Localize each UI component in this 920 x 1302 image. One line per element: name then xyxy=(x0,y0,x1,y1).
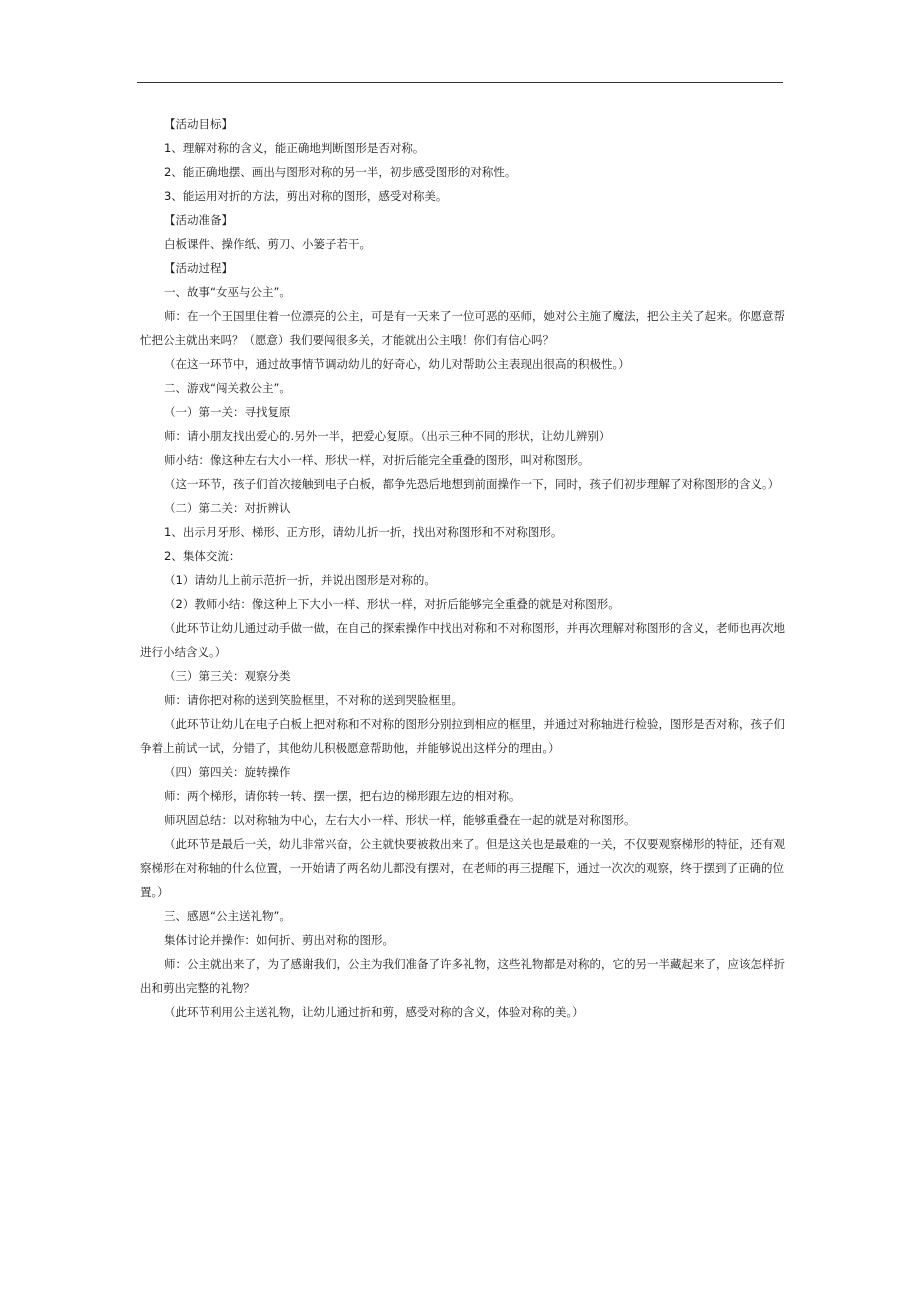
section-2-title: 二、游戏“闯关救公主”。 xyxy=(164,381,291,395)
heading-goals: 【活动目标】 xyxy=(164,117,233,131)
goal-item-1: 1、理解对称的含义，能正确地判断图形是否对称。 xyxy=(164,141,425,155)
level-4-summary: 师巩固总结：以对称轴为中心，左右大小一样、形状一样，能够重叠在一起的就是对称图形。 xyxy=(164,813,636,827)
goal-item-2: 2、能正确地摆、画出与图形对称的另一半，初步感受图形的对称性。 xyxy=(164,165,517,179)
level-2-sub-2: （2）教师小结：像这种上下大小一样、形状一样，对折后能够完全重叠的就是对称图形。 xyxy=(164,597,620,611)
document-body xyxy=(140,112,790,1024)
level-4-note: （此环节是最后一关，幼儿非常兴奋，公主就快要被救出来了。但是这关也是最难的一关，不仅要观察梯形的特征，还有观察梯形在对称轴的什么位置，一开始请了两名幼儿都没有摆对，在老师的再三提醒下，通过一次次的观察，终于摆到了正确的位置。） xyxy=(140,837,785,899)
level-1-title: （一）第一关：寻找复原 xyxy=(164,405,291,419)
level-3-note: （此环节让幼儿在电子白板上把对称和不对称的图形分别拉到相应的框里，并通过对称轴进行检验，图形是否对称，孩子们争着上前试一试，分错了，其他幼儿积极愿意帮助他，并能够说出这样分的理由。） xyxy=(140,717,785,755)
level-2-title: （二）第二关：对折辨认 xyxy=(164,501,291,515)
level-3-title: （三）第三关：观察分类 xyxy=(164,669,291,683)
level-1-teacher: 师：请小朋友找出爱心的.另外一半，把爱心复原。（出示三种不同的形状，让幼儿辨别） xyxy=(164,429,611,443)
level-2-step-2: 2、集体交流： xyxy=(164,549,241,563)
level-4-teacher: 师：两个梯形，请你转一转、摆一摆，把右边的梯形跟左边的相对称。 xyxy=(164,789,521,803)
section-3-discussion: 集体讨论并操作：如何折、剪出对称的图形。 xyxy=(164,933,394,947)
section-3-title: 三、感恩“公主送礼物”。 xyxy=(164,909,291,923)
goal-item-3: 3、能运用对折的方法，剪出对称的图形，感受对称美。 xyxy=(164,189,448,203)
heading-process: 【活动过程】 xyxy=(164,261,233,275)
level-2-note: （此环节让幼儿通过动手做一做，在自己的探索操作中找出对称和不对称图形，并再次理解对称图形的含义，老师也再次地进行小结含义。） xyxy=(140,621,785,659)
heading-preparation: 【活动准备】 xyxy=(164,213,233,227)
preparation-text: 白板课件、操作纸、剪刀、小篓子若干。 xyxy=(164,237,371,251)
level-1-summary: 师小结：像这种左右大小一样、形状一样，对折后能完全重叠的图形，叫对称图形。 xyxy=(164,453,590,467)
story-paragraph: 师：在一个王国里住着一位漂亮的公主，可是有一天来了一位可恶的巫师，她对公主施了魔法，把公主关了起来。你愿意帮忙把公主就出来吗？（愿意）我们要闯很多关，才能就出公主哦！你们有信心吗？ xyxy=(140,309,785,347)
level-3-teacher: 师：请你把对称的送到笑脸框里，不对称的送到哭脸框里。 xyxy=(164,693,463,707)
level-2-step-1: 1、出示月牙形、梯形、正方形，请幼儿折一折，找出对称图形和不对称图形。 xyxy=(164,525,563,539)
story-note: （在这一环节中，通过故事情节调动幼儿的好奇心，幼儿对帮助公主表现出很高的积极性。） xyxy=(164,357,630,371)
level-1-note: （这一环节，孩子们首次接触到电子白板，都争先恐后地想到前面操作一下，同时，孩子们初步理解了对称图形的含义。） xyxy=(164,477,780,491)
level-2-sub-1: （1）请幼儿上前示范折一折，并说出图形是对称的。 xyxy=(164,573,436,587)
level-4-title: （四）第四关：旋转操作 xyxy=(164,765,291,779)
section-1-title: 一、故事“女巫与公主”。 xyxy=(164,285,291,299)
section-3-teacher: 师：公主就出来了，为了感谢我们，公主为我们准备了许多礼物，这些礼物都是对称的，它的另一半藏起来了，应该怎样折出和剪出完整的礼物？ xyxy=(140,957,785,995)
section-3-note: （此环节利用公主送礼物，让幼儿通过折和剪，感受对称的含义，体验对称的美。） xyxy=(164,1005,584,1019)
header-rule xyxy=(137,82,783,83)
